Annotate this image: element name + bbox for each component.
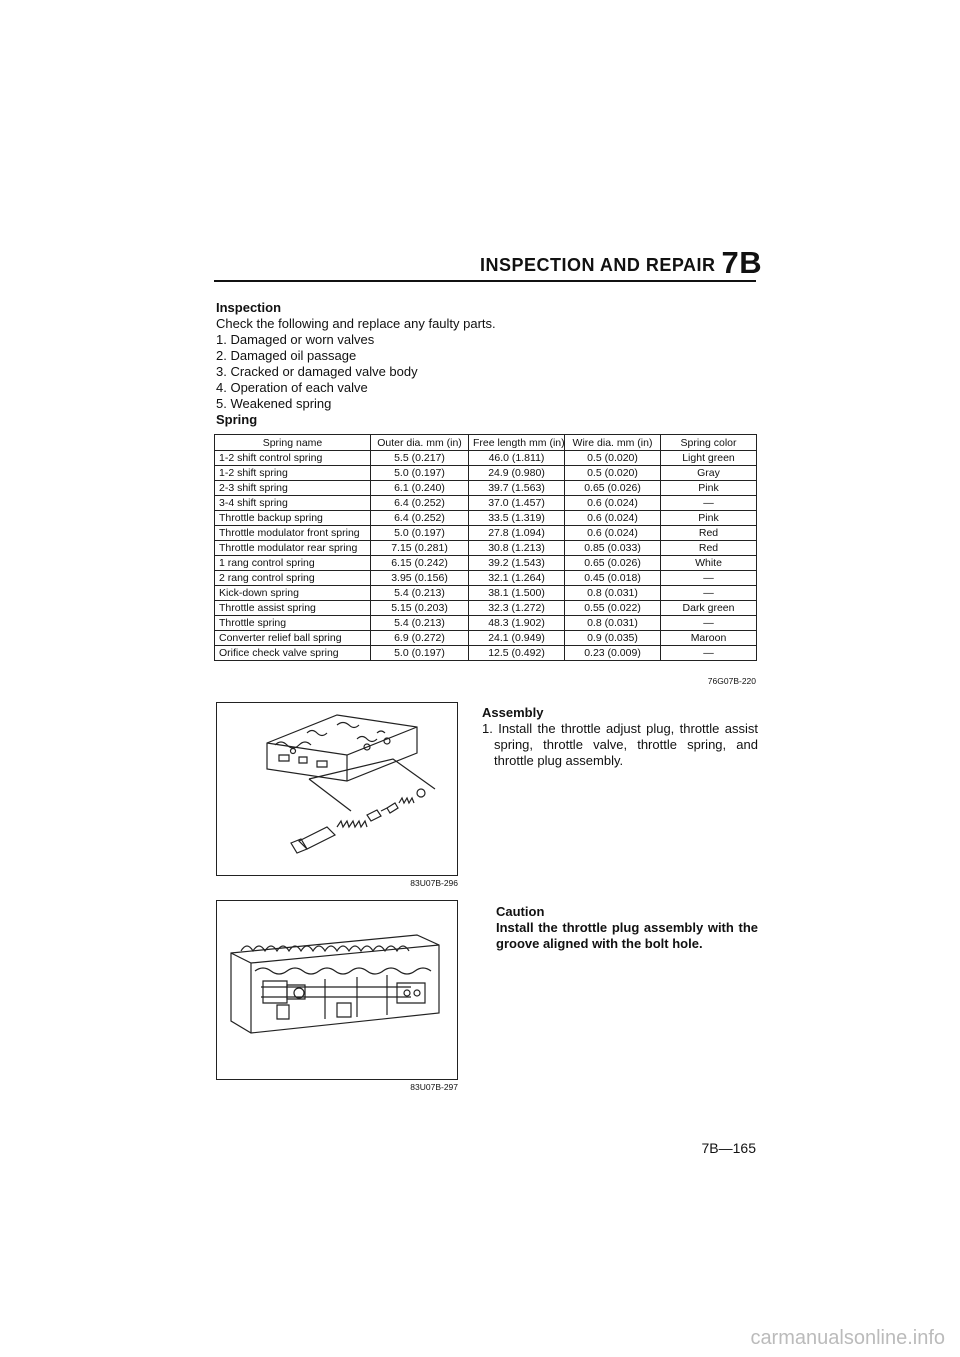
valve-body-assembled-illustration — [217, 901, 457, 1079]
valve-body-exploded-illustration — [217, 703, 457, 875]
watermark: carmanualsonline.info — [750, 1327, 945, 1349]
section-code: 7B — [721, 245, 763, 280]
inspection-heading: Inspection — [216, 300, 282, 315]
outer-dia-cell: 6.9 (0.272) — [371, 631, 469, 646]
wire-dia-cell: 0.5 (0.020) — [565, 466, 661, 481]
free-length-cell: 48.3 (1.902) — [469, 616, 565, 631]
outer-dia-cell: 5.0 (0.197) — [371, 526, 469, 541]
assembly-section — [482, 705, 758, 769]
table-row — [215, 571, 757, 586]
table-row — [215, 451, 757, 466]
spring-color-cell: Light green — [661, 451, 757, 466]
outer-dia-cell: 5.15 (0.203) — [371, 601, 469, 616]
free-length-cell: 39.2 (1.543) — [469, 556, 565, 571]
valve-body-exploded-figure — [216, 702, 458, 876]
spring-name-cell: 2-3 shift spring — [215, 481, 371, 496]
outer-dia-cell: 5.0 (0.197) — [371, 466, 469, 481]
spring-heading: Spring — [216, 412, 258, 427]
wire-dia-cell: 0.6 (0.024) — [565, 511, 661, 526]
spring-color-cell: — — [661, 586, 757, 601]
inspection-intro: Check the following and replace any faulty parts. — [216, 316, 496, 331]
table-reference-code: 76G07B-220 — [707, 676, 756, 686]
outer-dia-cell: 5.0 (0.197) — [371, 646, 469, 661]
column-header: Spring color — [661, 435, 757, 451]
spring-color-cell: Dark green — [661, 601, 757, 616]
assembly-step: 1. Install the throttle adjust plug, throttle assist spring, throttle valve, throttle spring, and throttle plug assembly. — [482, 721, 758, 768]
column-header: Spring name — [215, 435, 371, 451]
column-header: Outer dia. mm (in) — [371, 435, 469, 451]
table-row — [215, 631, 757, 646]
table-row — [215, 586, 757, 601]
table-row — [215, 466, 757, 481]
free-length-cell: 37.0 (1.457) — [469, 496, 565, 511]
free-length-cell: 24.1 (0.949) — [469, 631, 565, 646]
wire-dia-cell: 0.8 (0.031) — [565, 616, 661, 631]
page-number: 7B—165 — [701, 1140, 756, 1156]
outer-dia-cell: 5.4 (0.213) — [371, 586, 469, 601]
free-length-cell: 24.9 (0.980) — [469, 466, 565, 481]
wire-dia-cell: 0.55 (0.022) — [565, 601, 661, 616]
table-row — [215, 616, 757, 631]
spring-name-cell: 3-4 shift spring — [215, 496, 371, 511]
spring-name-cell: Throttle backup spring — [215, 511, 371, 526]
spring-name-cell: Throttle assist spring — [215, 601, 371, 616]
spring-color-cell: White — [661, 556, 757, 571]
spring-color-cell: Pink — [661, 511, 757, 526]
outer-dia-cell: 6.4 (0.252) — [371, 496, 469, 511]
spring-color-cell: Maroon — [661, 631, 757, 646]
table-row — [215, 526, 757, 541]
free-length-cell: 38.1 (1.500) — [469, 586, 565, 601]
spring-name-cell: Orifice check valve spring — [215, 646, 371, 661]
inspection-list — [216, 332, 756, 412]
free-length-cell: 33.5 (1.319) — [469, 511, 565, 526]
wire-dia-cell: 0.85 (0.033) — [565, 541, 661, 556]
free-length-cell: 12.5 (0.492) — [469, 646, 565, 661]
table-row — [215, 481, 757, 496]
column-header: Free length mm (in) — [469, 435, 565, 451]
spring-color-cell: — — [661, 646, 757, 661]
spring-spec-table — [214, 434, 757, 661]
valve-body-assembled-figure — [216, 900, 458, 1080]
table-row — [215, 601, 757, 616]
outer-dia-cell: 6.4 (0.252) — [371, 511, 469, 526]
free-length-cell: 46.0 (1.811) — [469, 451, 565, 466]
list-item: 5. Weakened spring — [216, 396, 332, 411]
assembly-heading: Assembly — [482, 705, 544, 720]
wire-dia-cell: 0.9 (0.035) — [565, 631, 661, 646]
free-length-cell: 32.3 (1.272) — [469, 601, 565, 616]
table-row — [215, 511, 757, 526]
wire-dia-cell: 0.65 (0.026) — [565, 556, 661, 571]
spring-name-cell: Converter relief ball spring — [215, 631, 371, 646]
spring-name-cell: 1-2 shift spring — [215, 466, 371, 481]
outer-dia-cell: 3.95 (0.156) — [371, 571, 469, 586]
spring-name-cell: Throttle spring — [215, 616, 371, 631]
section-title: INSPECTION AND REPAIR — [480, 255, 716, 275]
figure-reference-code: 83U07B-297 — [410, 1082, 458, 1092]
section-header — [480, 245, 763, 281]
table-row — [215, 556, 757, 571]
wire-dia-cell: 0.65 (0.026) — [565, 481, 661, 496]
list-item: 3. Cracked or damaged valve body — [216, 364, 418, 379]
figure-reference-code: 83U07B-296 — [410, 878, 458, 888]
spring-color-cell: Gray — [661, 466, 757, 481]
free-length-cell: 30.8 (1.213) — [469, 541, 565, 556]
table-row — [215, 496, 757, 511]
spring-name-cell: 1-2 shift control spring — [215, 451, 371, 466]
inspection-section — [216, 300, 756, 412]
column-header: Wire dia. mm (in) — [565, 435, 661, 451]
wire-dia-cell: 0.8 (0.031) — [565, 586, 661, 601]
spring-color-cell: Red — [661, 541, 757, 556]
outer-dia-cell: 6.1 (0.240) — [371, 481, 469, 496]
spring-name-cell: Throttle modulator front spring — [215, 526, 371, 541]
list-item: 1. Damaged or worn valves — [216, 332, 375, 347]
spring-name-cell: Kick-down spring — [215, 586, 371, 601]
wire-dia-cell: 0.5 (0.020) — [565, 451, 661, 466]
wire-dia-cell: 0.23 (0.009) — [565, 646, 661, 661]
spring-color-cell: Pink — [661, 481, 757, 496]
outer-dia-cell: 7.15 (0.281) — [371, 541, 469, 556]
outer-dia-cell: 6.15 (0.242) — [371, 556, 469, 571]
list-item: 4. Operation of each valve — [216, 380, 368, 395]
outer-dia-cell: 5.5 (0.217) — [371, 451, 469, 466]
wire-dia-cell: 0.6 (0.024) — [565, 526, 661, 541]
spring-color-cell: — — [661, 616, 757, 631]
spring-color-cell: Red — [661, 526, 757, 541]
spring-name-cell: 2 rang control spring — [215, 571, 371, 586]
free-length-cell: 27.8 (1.094) — [469, 526, 565, 541]
free-length-cell: 32.1 (1.264) — [469, 571, 565, 586]
wire-dia-cell: 0.45 (0.018) — [565, 571, 661, 586]
table-row — [215, 646, 757, 661]
wire-dia-cell: 0.6 (0.024) — [565, 496, 661, 511]
caution-heading: Caution — [496, 904, 545, 919]
outer-dia-cell: 5.4 (0.213) — [371, 616, 469, 631]
list-item: 2. Damaged oil passage — [216, 348, 357, 363]
table-row — [215, 541, 757, 556]
header-rule — [214, 280, 756, 282]
spring-name-cell: 1 rang control spring — [215, 556, 371, 571]
spring-color-cell: — — [661, 496, 757, 511]
spring-name-cell: Throttle modulator rear spring — [215, 541, 371, 556]
caution-text: Install the throttle plug assembly with the groove aligned with the bolt hole. — [496, 920, 758, 951]
spring-color-cell: — — [661, 571, 757, 586]
free-length-cell: 39.7 (1.563) — [469, 481, 565, 496]
caution-note — [496, 904, 758, 952]
table-header-row — [215, 435, 757, 451]
